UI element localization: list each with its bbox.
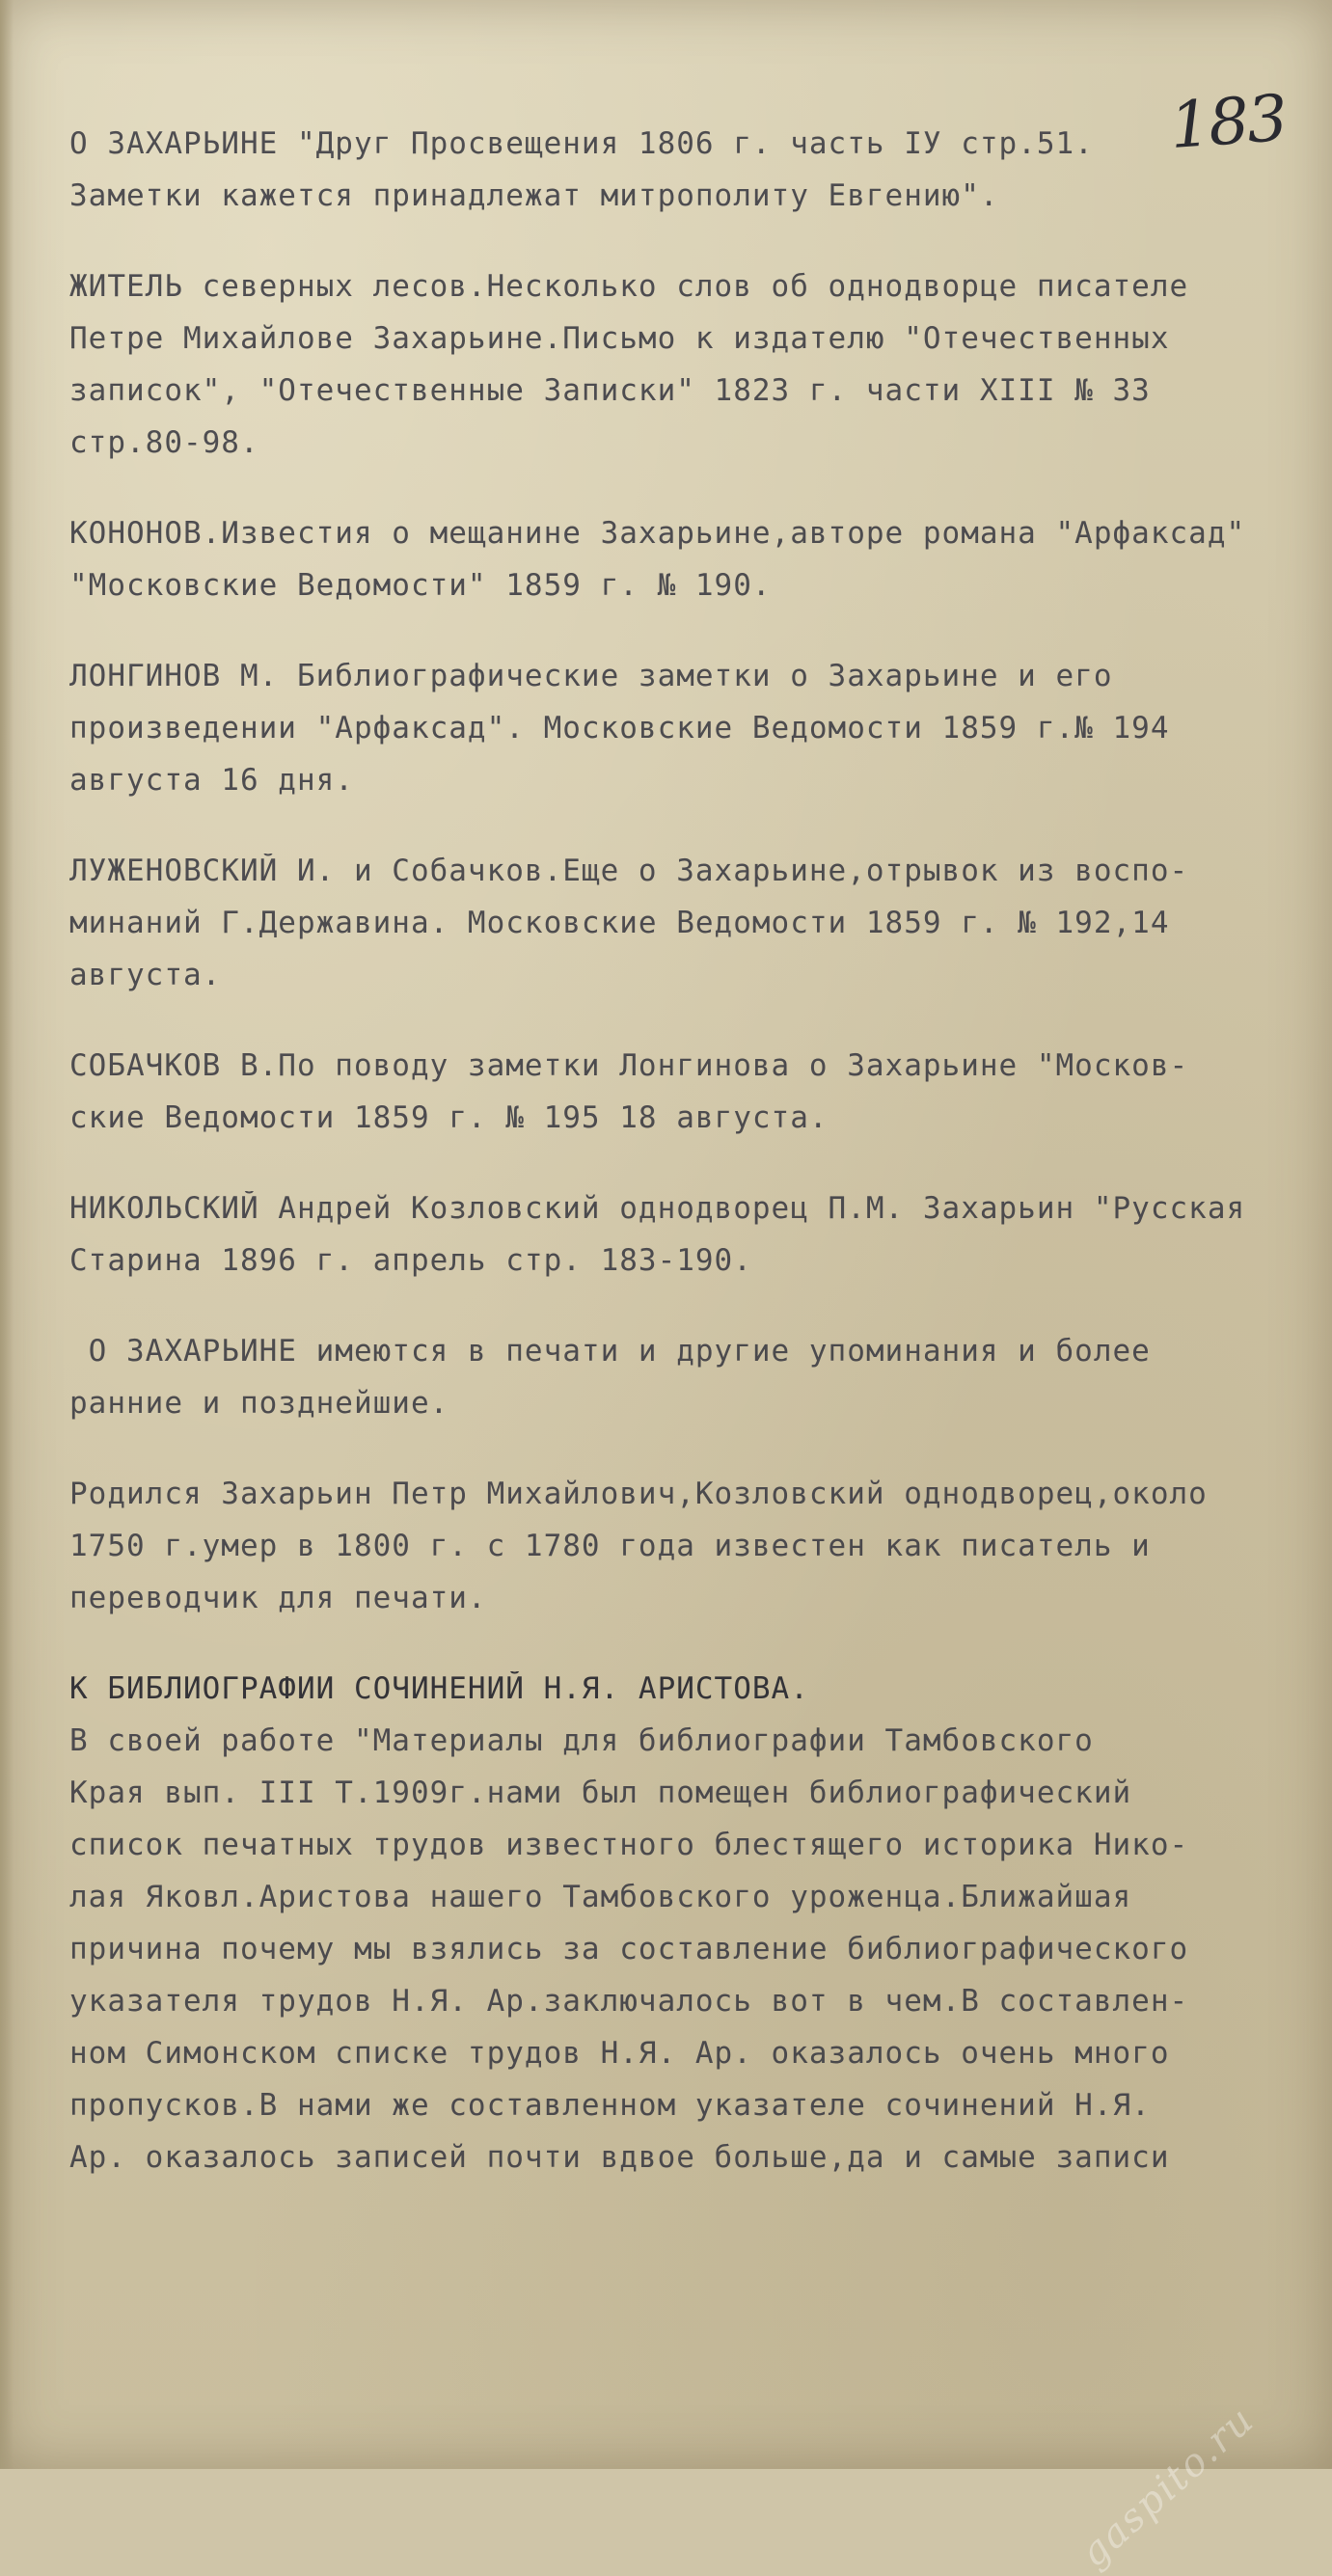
section-heading	[69, 1663, 1258, 1715]
text-line: "Московские Ведомости" 1859 г. № 190.	[69, 568, 772, 603]
text-line: Ар. оказалось записей почти вдвое больше,да и самые записи	[69, 2140, 1170, 2175]
text-line: список печатных трудов известного блестящего историка Нико-	[69, 1828, 1189, 1862]
text-line: Заметки кажется принадлежат митрополиту Евгению".	[69, 178, 999, 213]
typewritten-text-body	[69, 118, 1258, 2183]
folio-number: 183	[1167, 80, 1289, 164]
text-line: минаний Г.Державина. Московские Ведомости 1859 г. № 192,14	[69, 906, 1170, 940]
bibliography-entry-luzhenovsky	[69, 845, 1258, 1001]
text-line: лая Яковл.Аристова нашего Тамбовского уроженца.Ближайшая	[69, 1880, 1132, 1914]
bibliography-entry-nikolsky	[69, 1182, 1258, 1287]
text-line: О ЗАХАРЬИНЕ "Друг Просвещения 1806 г. часть IУ стр.51.	[69, 126, 1094, 161]
text-line: Петре Михайлове Захарьине.Письмо к издателю "Отечественных	[69, 321, 1170, 356]
text-line: 1750 г.умер в 1800 г. с 1780 года известен как писатель и	[69, 1529, 1151, 1563]
text-line: О ЗАХАРЬИНЕ имеются в печати и другие упоминания и более	[69, 1334, 1151, 1369]
text-line: НИКОЛЬСКИЙ Андрей Козловский однодворец П.М. Захарьин "Русская	[69, 1191, 1246, 1226]
bibliography-entry-sobachkov	[69, 1040, 1258, 1144]
text-line: переводчик для печати.	[69, 1581, 487, 1615]
biographical-note	[69, 1468, 1258, 1624]
text-line: записок", "Отечественные Записки" 1823 г. части XIII № 33	[69, 373, 1151, 408]
text-line: Родился Захарьин Петр Михайлович,Козловский однодворец,около	[69, 1477, 1208, 1511]
bibliography-entry-kononov	[69, 507, 1258, 611]
bibliography-entry-longinov	[69, 650, 1258, 806]
bibliography-entry-zhitel	[69, 260, 1258, 469]
note-other-mentions	[69, 1325, 1258, 1429]
text-line: КОНОНОВ.Известия о мещанине Захарьине,авторе романа "Арфаксад"	[69, 516, 1246, 551]
section-body	[69, 1715, 1258, 2183]
text-line: указателя трудов Н.Я. Ар.заключалось вот в чем.В составлен-	[69, 1984, 1189, 2019]
text-line: ские Ведомости 1859 г. № 195 18 августа.	[69, 1100, 829, 1135]
text-line: ранние и позднейшие.	[69, 1386, 449, 1421]
text-line: произведении "Арфаксад". Московские Ведомости 1859 г.№ 194	[69, 711, 1170, 746]
text-line: ЖИТЕЛЬ северных лесов.Несколько слов об однодворце писателе	[69, 269, 1189, 304]
text-line: августа.	[69, 958, 222, 992]
text-line: августа 16 дня.	[69, 763, 354, 798]
text-line: Края вып. III Т.1909г.нами был помещен библиографический	[69, 1776, 1132, 1810]
text-line: ЛОНГИНОВ М. Библиографические заметки о Захарьине и его	[69, 659, 1113, 693]
bibliography-entry-druг-prosveshcheniya	[69, 118, 1258, 222]
section-heading-text: К БИБЛИОГРАФИИ СОЧИНЕНИЙ Н.Я. АРИСТОВА.	[69, 1671, 809, 1706]
text-line: Старина 1896 г. апрель стр. 183-190.	[69, 1243, 752, 1278]
watermark: gaspito.ru	[1071, 2397, 1263, 2576]
text-line: ном Симонском списке трудов Н.Я. Ар. оказалось очень много	[69, 2036, 1170, 2071]
text-line: СОБАЧКОВ В.По поводу заметки Лонгинова о Захарьине "Москов-	[69, 1048, 1189, 1083]
text-line: стр.80-98.	[69, 425, 259, 460]
text-line: В своей работе "Материалы для библиографии Тамбовского	[69, 1723, 1094, 1758]
text-line: причина почему мы взялись за составление библиографического	[69, 1932, 1189, 1966]
text-line: пропусков.В нами же составленном указателе сочинений Н.Я.	[69, 2088, 1151, 2123]
text-line: ЛУЖЕНОВСКИЙ И. и Собачков.Еще о Захарьине,отрывок из воспо-	[69, 854, 1189, 888]
page-edge-shadow	[0, 0, 14, 2469]
